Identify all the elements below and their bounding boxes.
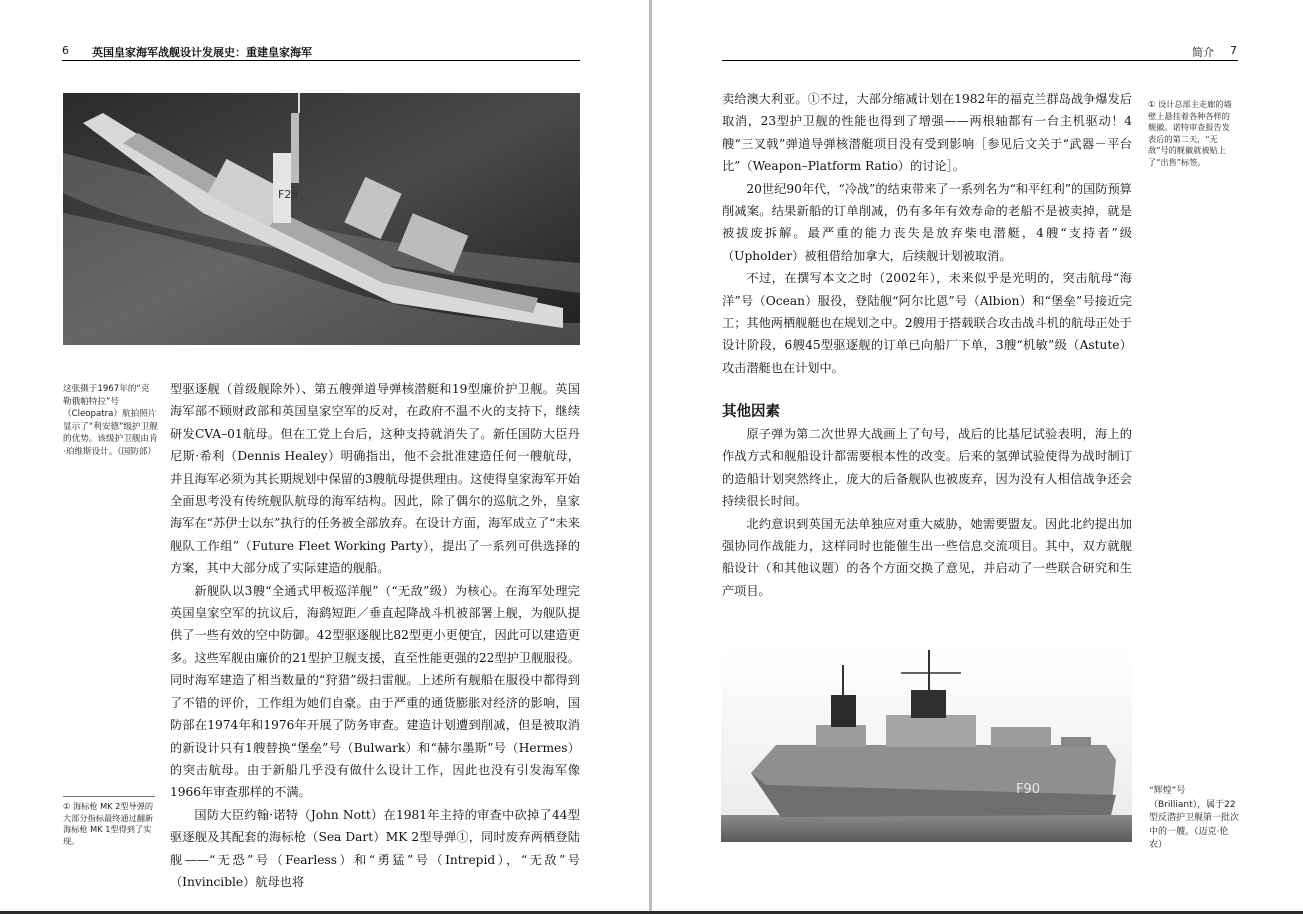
- section-paragraph-2: 北约意识到英国无法单独应对重大威胁，她需要盟友。因此北约提出加强协同作战能力，这样同时也能催生出一些信息交流项目。其中，双方就舰船设计（和其他议题）的各个方面交换了意见，并启动了一些联合研究和生产项目。: [722, 516, 1132, 598]
- left-page-number: 6: [62, 44, 69, 57]
- right-paragraph-3: 不过，在撰写本文之时（2002年），未来似乎是光明的，突击航母“海洋”号（Ocean）服役，登陆舰“阿尔比恩”号（Albion）和“堡垒”号接近完工；其他两栖舰艇也在规划之中。2艘用于搭载联合攻击战斗机的航母正处于设计阶段，6艘45型驱逐舰的订单已向船厂下单，3艘“机敏”级（Astute）攻击潜艇也在计划中。: [722, 271, 1132, 375]
- right-paragraph-1: 卖给澳大利亚。①不过，大部分缩减计划在1982年的福克兰群岛战争爆发后取消，23型护卫舰的性能也得到了增强——两根轴都有一台主机驱动！4艘“三叉戟”弹道导弹核潜艇项目没有受到影响［参见后文关于“武器－平台比”（Weapon–Platform Ratio）的讨论］。: [722, 92, 1132, 174]
- section-body-text: [722, 423, 1132, 602]
- left-running-title: 英国皇家海军战舰设计发展史：重建皇家海军: [92, 46, 312, 59]
- right-page-number: 7: [1230, 44, 1237, 57]
- left-paragraph-2: 新舰队以3艘“全通式甲板巡洋舰”（“无敌”级）为核心。在海军处理完英国皇家空军的抗议后，海鹞短距／垂直起降战斗机被部署上舰，为舰队提供了一些有效的空中防御。42型驱逐舰比82型更小更便宜，因此可以建造更多。这些军舰由廉价的21型护卫舰支援，直至性能更强的22型护卫舰服役。同时海军建造了相当数量的“狩猎”级扫雷舰。上述所有舰船在服役中都得到了不错的评价，工作组为她们自豪。由于严重的通货膨胀对经济的影响，国防部在1974年和1976年开展了防务审查。建造计划遭到削减，但是被取消的新设计只有1艘替换“堡垒”号（Bulwark）和“赫尔墨斯”号（Hermes）的突击航母。由于新船几乎没有做什么设计工作，因此也没有引发海军像1966年审查那样的不满。: [170, 583, 580, 800]
- brilliant-hull-number: F90: [1016, 782, 1041, 797]
- right-header-rule: [722, 60, 1238, 61]
- left-page: [0, 0, 649, 914]
- right-side-note: ① 设计总部主走廊的墙壁上悬挂着各种各样的舰徽。诺特审查报告发表后的第二天，“无敌”号的舰徽就被贴上了“出售”标签。: [1148, 99, 1232, 167]
- section-title: 其他因素: [722, 404, 780, 420]
- left-body-text: [170, 378, 580, 893]
- left-header-rule: [62, 60, 580, 61]
- left-footnote: ① 海标枪 MK 2型导弹的大部分指标最终通过翻新海标枪 MK 1型得到了实现。: [63, 801, 154, 846]
- section-paragraph-1: 原子弹为第二次世界大战画上了句号，战后的比基尼试验表明，海上的作战方式和舰船设计都需要根本性的改变。后来的氢弹试验使得为战时制订的造船计划突然终止，庞大的后备舰队也被废弃，因为没有人相信战争还会持续很长时间。: [722, 427, 1132, 509]
- right-body-text: [722, 88, 1132, 379]
- frigate-aerial-photo: [63, 93, 580, 345]
- footnote-rule: [63, 796, 155, 797]
- brilliant-frigate-photo: [721, 645, 1132, 842]
- right-running-title: 简介: [1192, 46, 1214, 59]
- left-photo-caption: 这张摄于1967年的“克勒俄帕特拉”号（Cleopatra）航拍照片显示了“利安德”级护卫舰的优势。该级护卫舰由肯·珀维斯设计。（国防部）: [63, 384, 158, 457]
- right-photo-caption: “辉煌”号（Brilliant），属于22型反潜护卫舰第一批次中的一艘。（迈克·伦农）: [1149, 786, 1240, 850]
- ship-hull-number: F28: [278, 188, 299, 201]
- left-paragraph-1: 型驱逐舰（首级舰除外）、第五艘弹道导弹核潜艇和19型廉价护卫舰。英国海军部不顾财政部和英国皇家空军的反对，在政府不温不火的支持下，继续研发CVA–01航母。但在工党上台后，这种支持就消失了。新任国防大臣丹尼斯·希利（Dennis Healey）明确指出，他不会批准建造任何一艘航母，并且海军必须为其长期规划中保留的3艘航母提供理由。这使得皇家海军开始全面思考没有传统舰队航母的海军结构。因此，除了偶尔的巡航之外，皇家海军在“苏伊士以东”执行的任务被全部放弃。在设计方面，海军成立了“未来舰队工作组”（Future Fleet Working Party），提出了一系列可供选择的方案，其中大部分成了实际建造的舰船。: [170, 382, 580, 576]
- right-paragraph-2: 20世纪90年代，“冷战”的结束带来了一系列名为“和平红利”的国防预算削减案。结果新船的订单削减，仍有多年有效寿命的老船不是被卖掉，就是被拔废拆解。最严重的能力丧失是放弃柴电潜艇，4艘“支持者”级（Upholder）被租借给加拿大，后续舰计划被取消。: [722, 181, 1132, 263]
- left-paragraph-3: 国防大臣约翰·诺特（John Nott）在1981年主持的审查中砍掉了44型驱逐舰及其配套的海标枪（Sea Dart）MK 2型导弹①，同时废弃两栖登陆舰——“无恐”号（Fearless）和“勇猛”号（Intrepid），“无敌”号（Invincible）航母也将: [170, 807, 580, 889]
- right-page: [652, 0, 1303, 914]
